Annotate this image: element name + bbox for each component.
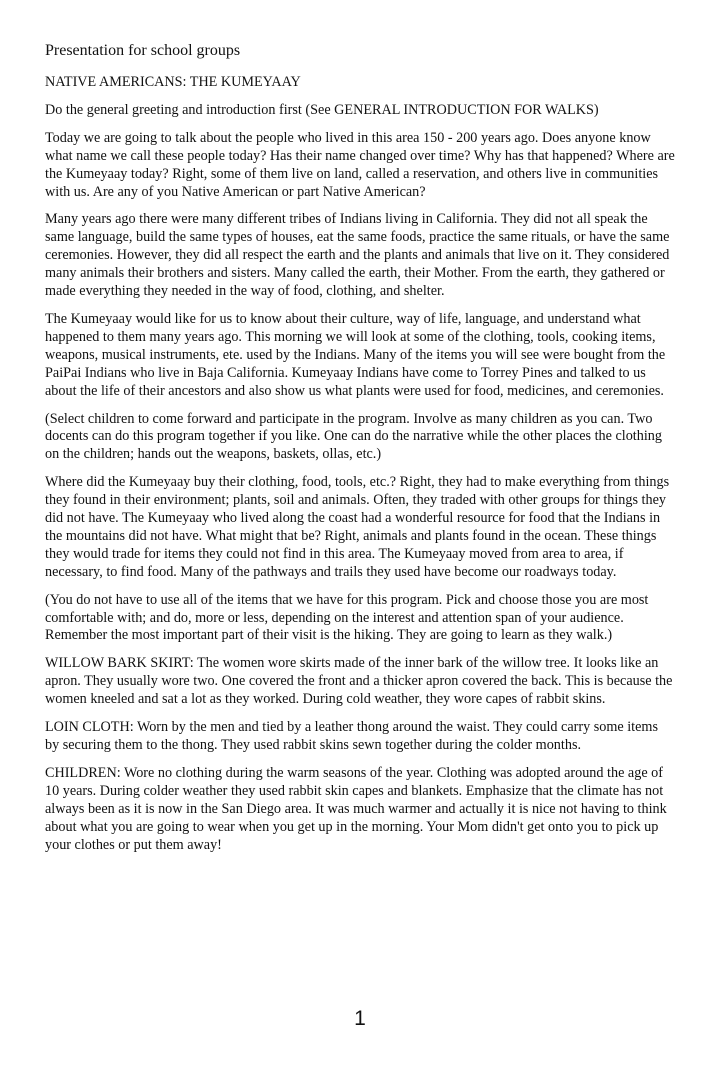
paragraph-loin-cloth: LOIN CLOTH: Worn by the men and tied by a leather thong around the waist. They could carry some items by securing them to the thong. They used rabbit skins sewn together during the colder months.	[45, 719, 658, 753]
paragraph-intro-note: Do the general greeting and introduction first (See GENERAL INTRODUCTION FOR WALKS)	[45, 101, 599, 118]
document-title: Presentation for school groups	[45, 42, 241, 59]
paragraph-select-children: (Select children to come forward and participate in the program. Involve as many children as you can. Two docents can do this program together if you like. One can do the narrative while the other places the clothing on the children; hands out the weapons, baskets, ollas, etc.)	[45, 410, 662, 463]
paragraph-today: Today we are going to talk about the people who lived in this area 150 - 200 years ago. Does anyone know what name we call these people today? Has their name changed over time? Why has that happened? Where are the Kumeyaay today? Right, some of them live on land, called a reservation, and others live in communities with us. Are any of you Native American or part Native American?	[45, 129, 675, 200]
paragraph-tribes: Many years ago there were many different tribes of Indians living in California. They did not all speak the same language, build the same types of houses, eat the same foods, practice the same rituals, or have the same ceremonies. However, they did all respect the earth and the plants and animals that live on it. They considered many animals their brothers and sisters. Many called the earth, their Mother. From the earth, they gathered or made everything they needed in the way of food, clothing, and shelter.	[45, 211, 670, 300]
paragraph-children: CHILDREN: Wore no clothing during the warm seasons of the year. Clothing was adopted around the age of 10 years. During colder weather they used rabbit skin capes and blankets. Emphasize that the climate has not always been as it is now in the San Diego area. It was much warmer and actually it is nice not having to think about what you are going to wear when you get up in the morning. Your Mom didn't get onto you to pick up your clothes or put them away!	[45, 764, 667, 853]
paragraph-environment: Where did the Kumeyaay buy their clothing, food, tools, etc.? Right, they had to make everything from things they found in their environment; plants, soil and animals. Often, they traded with other groups for things they did not have. The Kumeyaay who lived along the coast had a wonderful resource for food that the Indians in the mountains did not have. What might that be? Right, animals and plants found in the ocean. These things they would trade for items they could not find in this area. The Kumeyaay moved from area to area, if necessary, to find food. Many of the pathways and trails they used have become our roadways today.	[45, 474, 670, 580]
paragraph-willow-bark-skirt: WILLOW BARK SKIRT: The women wore skirts made of the inner bark of the willow tree. It looks like an apron. They usually wore two. One covered the front and a thicker apron covered the back. This is because the women kneeled and sat a lot as they worked. During cold weather, they wore capes of rabbit skins.	[45, 655, 673, 708]
document-page	[45, 41, 675, 864]
section-heading: NATIVE AMERICANS: THE KUMEYAAY	[45, 74, 301, 90]
page-number: 1	[354, 1007, 366, 1030]
paragraph-items-note: (You do not have to use all of the items that we have for this program. Pick and choose those you are most comfortable with; and do, more or less, depending on the interest and attention span of your audience. Remember the most important part of their visit is the hiking. They are going to learn as they walk.)	[45, 591, 649, 644]
paragraph-culture: The Kumeyaay would like for us to know about their culture, way of life, language, and understand what happened to them many years ago. This morning we will look at some of the clothing, tools, cooking items, weapons, musical instruments, ete. used by the Indians. Many of the items you will see were bought from the PaiPai Indians who live in Baja California. Kumeyaay Indians have come to Torrey Pines and talked to us about the life of their ancestors and also show us what plants were used for food, medicines, and ceremonies.	[45, 310, 666, 399]
